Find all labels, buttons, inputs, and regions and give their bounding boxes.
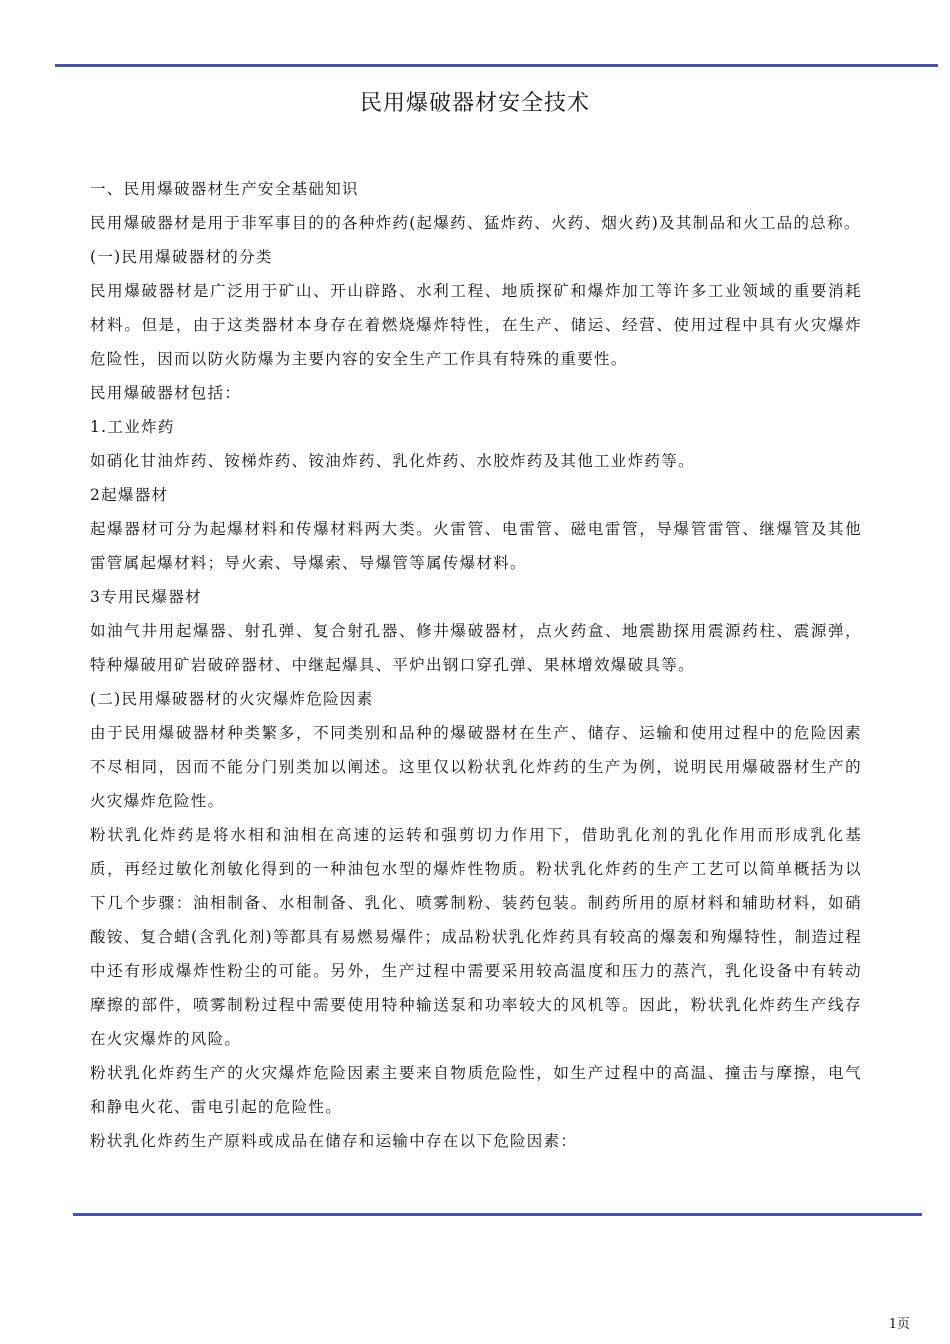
list-heading: 1.工业炸药 <box>90 418 175 436</box>
paragraph: 由于民用爆破器材种类繁多，不同类别和品种的爆破器材在生产、储存、运输和使用过程中的危险因素不尽相同，因而不能分门别类加以阐述。这里仅以粉状乳化炸药的生产为例，说明民用爆破器材生产的火灾爆炸危险性。 <box>90 724 862 810</box>
footer-rule <box>73 1213 922 1216</box>
document-body <box>90 172 862 1158</box>
paragraph: 粉状乳化炸药生产的火灾爆炸危险因素主要来自物质危险性，如生产过程中的高温、撞击与摩擦，电气和静电火花、雷电引起的危险性。 <box>90 1064 862 1116</box>
paragraph: 粉状乳化炸药生产原料或成品在储存和运输中存在以下危险因素： <box>90 1132 578 1150</box>
subsection-heading: (一)民用爆破器材的分类 <box>90 248 273 266</box>
paragraph: 民用爆破器材是用于非军事目的的各种炸药(起爆药、猛炸药、火药、烟火药)及其制品和火工品的总称。 <box>90 214 861 232</box>
list-heading: 2起爆器材 <box>90 486 169 504</box>
document-title: 民用爆破器材安全技术 <box>359 91 590 116</box>
list-heading: 3专用民爆器材 <box>90 588 202 606</box>
page-number: 1页 <box>888 1317 910 1332</box>
paragraph: 粉状乳化炸药是将水相和油相在高速的运转和强剪切力作用下，借助乳化剂的乳化作用而形成乳化基质，再经过敏化剂敏化得到的一种油包水型的爆炸性物质。粉状乳化炸药的生产工艺可以简单概括为以下几个步骤：油相制备、水相制备、乳化、喷雾制粉、装药包装。制药所用的原材料和辅助材料，如硝酸铵、复合蜡(含乳化剂)等都具有易燃易爆件；成品粉状乳化炸药具有较高的爆轰和殉爆特性，制造过程中还有形成爆炸性粉尘的可能。另外，生产过程中需要采用较高温度和压力的蒸汽，乳化设备中有转动摩擦的部件，喷雾制粉过程中需要使用特种输送泵和功率较大的风机等。因此，粉状乳化炸药生产线存在火灾爆炸的风险。 <box>90 826 862 1048</box>
paragraph: 起爆器材可分为起爆材料和传爆材料两大类。火雷管、电雷管、磁电雷管，导爆管雷管、继爆管及其他雷管属起爆材料；导火索、导爆索、导爆管等属传爆材料。 <box>90 520 862 572</box>
paragraph: 如油气井用起爆器、射孔弹、复合射孔器、修井爆破器材，点火药盒、地震勘探用震源药柱、震源弹，特种爆破用矿岩破碎器材、中继起爆具、平炉出钢口穿孔弹、果林增效爆破具等。 <box>90 622 862 674</box>
section-heading: 一、民用爆破器材生产安全基础知识 <box>90 180 359 198</box>
paragraph: 民用爆破器材包括： <box>90 384 242 402</box>
header-rule <box>55 64 938 67</box>
paragraph: 民用爆破器材是广泛用于矿山、开山辟路、水利工程、地质探矿和爆炸加工等许多工业领域的重要消耗材料。但是，由于这类器材本身存在着燃烧爆炸特性，在生产、储运、经营、使用过程中具有火灾爆炸危险性，因而以防火防爆为主要内容的安全生产工作具有特殊的重要性。 <box>90 282 862 368</box>
paragraph: 如硝化甘油炸药、铵梯炸药、铵油炸药、乳化炸药、水胶炸药及其他工业炸药等。 <box>90 452 695 470</box>
subsection-heading: (二)民用爆破器材的火灾爆炸危险因素 <box>90 690 374 708</box>
